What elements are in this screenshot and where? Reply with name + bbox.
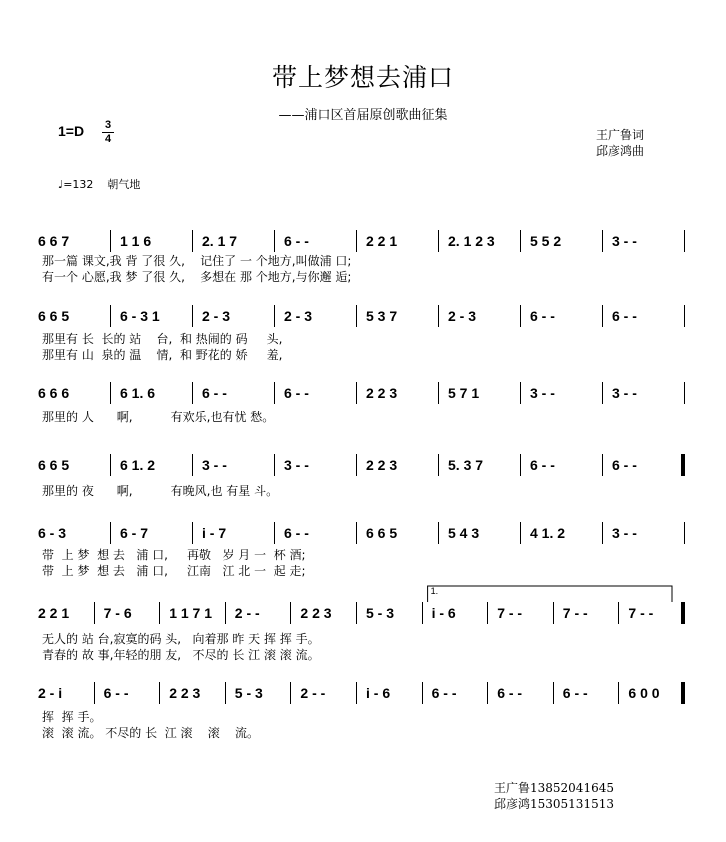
measure-notes: 6 6 5 — [38, 308, 70, 324]
barline — [290, 682, 291, 704]
measure-notes: 6 - - — [431, 685, 457, 701]
lyric-line: 青春的 故 事,年轻的朋 友, 不尽的 长 江 滚 滚 流。 — [42, 648, 320, 662]
measure — [612, 382, 684, 404]
measure-notes: 5. 3 7 — [448, 457, 484, 473]
measure — [38, 682, 94, 704]
measure — [202, 305, 274, 327]
measure-notes: 3 - - — [612, 233, 637, 249]
composer-credit: 邱彦鸿曲 — [596, 144, 645, 158]
barline — [225, 682, 226, 704]
lyric-line: 带 上 梦 想 去 浦 口, 再敬 岁 月 一 杯 酒; — [42, 548, 306, 562]
lyricist-credit: 王广鲁词 — [596, 128, 645, 142]
measure — [563, 682, 619, 704]
barline — [94, 682, 95, 704]
measure — [366, 382, 438, 404]
measure-notes: 1 1 6 — [120, 233, 152, 249]
lyric-line: 挥 挥 手。 — [42, 710, 102, 724]
measure — [120, 382, 192, 404]
barline — [520, 382, 521, 404]
lyric-line: 带 上 梦 想 去 浦 口, 江南 江 北 一 起 走; — [42, 564, 306, 578]
barline — [422, 682, 423, 704]
measure — [366, 230, 438, 252]
barline — [356, 382, 357, 404]
measure-notes: 6 - 7 — [120, 525, 149, 541]
measure — [530, 454, 602, 476]
measure-notes: 5 4 3 — [448, 525, 480, 541]
notation-row — [30, 305, 686, 329]
measure-notes: 6 - - — [612, 308, 637, 324]
measure — [628, 682, 684, 704]
barline — [356, 305, 357, 327]
barline — [438, 305, 439, 327]
tempo-value: ♩=132 — [58, 178, 94, 191]
measure-notes: 2. 1 2 3 — [448, 233, 495, 249]
contact-composer: 邱彦鸿15305131513 — [494, 797, 614, 811]
barline — [274, 230, 275, 252]
barline — [110, 382, 111, 404]
contact-info — [494, 780, 614, 812]
barline — [274, 454, 275, 476]
notation-row — [30, 522, 686, 546]
barline — [192, 454, 193, 476]
measure — [202, 454, 274, 476]
measure-notes: 2 2 3 — [366, 385, 398, 401]
song-subtitle: ——浦口区首届原创歌曲征集 — [278, 108, 448, 123]
measure — [612, 305, 684, 327]
measure-notes: 2 - 3 — [284, 308, 313, 324]
measure — [120, 522, 192, 544]
lyric-line: 那里有 长 长的 站 台, 和 热闹的 码 头, — [42, 332, 283, 346]
barline — [684, 454, 685, 476]
measure — [366, 305, 438, 327]
barline — [618, 682, 619, 704]
barline — [192, 522, 193, 544]
measure-notes: 5 - 3 — [366, 605, 395, 621]
measure-notes: 7 - - — [628, 605, 654, 621]
barline — [684, 382, 685, 404]
measure — [530, 305, 602, 327]
barline — [192, 305, 193, 327]
barline — [602, 454, 603, 476]
measure-notes: i - 6 — [366, 685, 391, 701]
measure-notes: 2 - - — [300, 685, 326, 701]
measure-notes: 6 - - — [530, 457, 555, 473]
measure-notes: 2 2 3 — [300, 605, 332, 621]
measure-notes: 6 - - — [202, 385, 227, 401]
volta-bracket — [30, 584, 686, 614]
barline — [356, 682, 357, 704]
measure — [202, 230, 274, 252]
measure — [448, 230, 520, 252]
barline — [602, 230, 603, 252]
measure — [104, 682, 160, 704]
time-signature — [102, 120, 114, 145]
notation-row — [30, 586, 686, 626]
measure-notes: 3 - - — [612, 525, 637, 541]
measure-notes: 5 3 7 — [366, 308, 398, 324]
measure-notes: 2 2 1 — [366, 233, 398, 249]
measure-notes: 6 - - — [612, 457, 637, 473]
barline — [438, 382, 439, 404]
measure-notes: 1 1 7 1 — [169, 605, 213, 621]
measure — [284, 382, 356, 404]
measure — [612, 454, 684, 476]
notation-row — [30, 682, 686, 706]
barline — [602, 522, 603, 544]
measure — [120, 454, 192, 476]
measure-notes: 5 5 2 — [530, 233, 562, 249]
lyric-line: 有一个 心愿,我 梦 了很 久, 多想在 那 个地方,与你邂 逅; — [42, 270, 352, 284]
measure — [38, 522, 110, 544]
measure-notes: 6 - - — [497, 685, 523, 701]
measure-notes: 6 1. 2 — [120, 457, 156, 473]
measure — [366, 454, 438, 476]
measure — [235, 682, 291, 704]
measure — [448, 522, 520, 544]
measure-notes: 6 6 5 — [366, 525, 398, 541]
tempo-marking — [58, 176, 140, 192]
measure-notes: 2 - - — [234, 605, 260, 621]
measure-notes: 6 1. 6 — [120, 385, 156, 401]
barline — [110, 305, 111, 327]
time-signature-top: 3 — [104, 119, 112, 131]
barline — [684, 230, 685, 252]
measure — [284, 230, 356, 252]
credits — [596, 127, 644, 159]
measure-notes: 3 - - — [612, 385, 637, 401]
tempo-mood: 朝气地 — [107, 178, 141, 191]
barline — [520, 522, 521, 544]
measure — [612, 522, 684, 544]
barline — [110, 454, 111, 476]
barline — [438, 522, 439, 544]
measure — [366, 682, 422, 704]
measure — [38, 230, 110, 252]
barline — [520, 230, 521, 252]
barline — [274, 305, 275, 327]
barline — [487, 682, 488, 704]
measure — [38, 454, 110, 476]
barline — [356, 454, 357, 476]
measure-notes: 6 6 6 — [38, 385, 70, 401]
measure — [284, 454, 356, 476]
measure — [284, 305, 356, 327]
measure-notes: 3 - - — [530, 385, 555, 401]
notation-row — [30, 230, 686, 254]
measure-notes: 6 0 0 — [628, 685, 660, 701]
measure — [448, 305, 520, 327]
measure — [432, 682, 488, 704]
key-signature: 1=D — [58, 123, 85, 139]
lyric-line: 那里的 人 啊, 有欢乐,也有忧 愁。 — [42, 410, 275, 424]
barline — [192, 230, 193, 252]
measure — [202, 382, 274, 404]
end-barline — [681, 454, 684, 476]
barline — [520, 305, 521, 327]
lyric-line: 那一篇 课文,我 背 了很 久, 记住了 一 个地方,叫做浦 口; — [42, 254, 352, 268]
barline — [356, 522, 357, 544]
time-signature-bottom: 4 — [104, 133, 112, 145]
measure-notes: 6 - - — [530, 308, 555, 324]
barline — [110, 230, 111, 252]
barline — [684, 682, 685, 704]
measure — [38, 382, 110, 404]
measure — [497, 682, 553, 704]
measure-notes: 2 - 3 — [202, 308, 231, 324]
measure — [202, 522, 274, 544]
measure-notes: 6 - - — [562, 685, 588, 701]
volta-number: 1. — [430, 586, 439, 596]
measure-notes: 5 - 3 — [234, 685, 263, 701]
measure-notes: 2 2 3 — [169, 685, 201, 701]
measure — [530, 230, 602, 252]
measure-notes: 4 1. 2 — [530, 525, 566, 541]
measure-notes: 3 - - — [284, 457, 309, 473]
measure — [612, 230, 684, 252]
barline — [602, 305, 603, 327]
measure-notes: 6 - - — [284, 525, 309, 541]
measure-notes: 7 - - — [497, 605, 523, 621]
measure — [284, 522, 356, 544]
measure-notes: 3 - - — [202, 457, 227, 473]
barline — [274, 522, 275, 544]
lyric-line: 滚 滚 流。 不尽的 长 江 滚 滚 流。 — [42, 726, 260, 740]
measure-notes: 2 - 3 — [448, 308, 477, 324]
measure-notes: 2. 1 7 — [202, 233, 238, 249]
barline — [520, 454, 521, 476]
measure-notes: 6 - - — [103, 685, 129, 701]
contact-lyricist: 王广鲁13852041645 — [494, 781, 614, 795]
volta-line — [428, 586, 672, 602]
barline — [438, 230, 439, 252]
measure-notes: 6 6 5 — [38, 457, 70, 473]
barline — [356, 230, 357, 252]
measure — [120, 305, 192, 327]
measure-notes: 6 - 3 — [38, 525, 67, 541]
song-title: 带上梦想去浦口 — [271, 63, 454, 92]
measure-notes: 6 6 7 — [38, 233, 70, 249]
measure-notes: 6 - 3 1 — [120, 308, 160, 324]
notation-row — [30, 382, 686, 406]
barline — [602, 382, 603, 404]
end-barline — [681, 682, 684, 704]
measure-notes: 6 - - — [284, 385, 309, 401]
lyric-line: 无人的 站 台,寂寞的码 头, 向着那 昨 天 挥 挥 手。 — [42, 632, 320, 646]
barline — [438, 454, 439, 476]
lyric-line: 那里有 山 泉的 温 情, 和 野花的 娇 羞, — [42, 348, 283, 362]
measure-notes: i - 6 — [431, 605, 456, 621]
measure — [530, 382, 602, 404]
measure — [169, 682, 225, 704]
barline — [553, 682, 554, 704]
measure — [120, 230, 192, 252]
measure — [38, 305, 110, 327]
measure-notes: 2 2 3 — [366, 457, 398, 473]
measure — [448, 382, 520, 404]
barline — [110, 522, 111, 544]
notation-row — [30, 454, 686, 478]
measure-notes: i - 7 — [202, 525, 227, 541]
barline — [192, 382, 193, 404]
measure-notes: 5 7 1 — [448, 385, 480, 401]
measure — [530, 522, 602, 544]
measure — [366, 522, 438, 544]
measure-notes: 2 - i — [38, 685, 63, 701]
measure-notes: 7 - 6 — [103, 605, 132, 621]
measure — [448, 454, 520, 476]
measure-notes: 6 - - — [284, 233, 309, 249]
barline — [274, 382, 275, 404]
measure — [300, 682, 356, 704]
barline — [684, 522, 685, 544]
measure-notes: 2 2 1 — [38, 605, 70, 621]
barline — [159, 682, 160, 704]
barline — [684, 305, 685, 327]
lyric-line: 那里的 夜 啊, 有晚风,也 有星 斗。 — [42, 484, 279, 498]
measure-notes: 7 - - — [562, 605, 588, 621]
